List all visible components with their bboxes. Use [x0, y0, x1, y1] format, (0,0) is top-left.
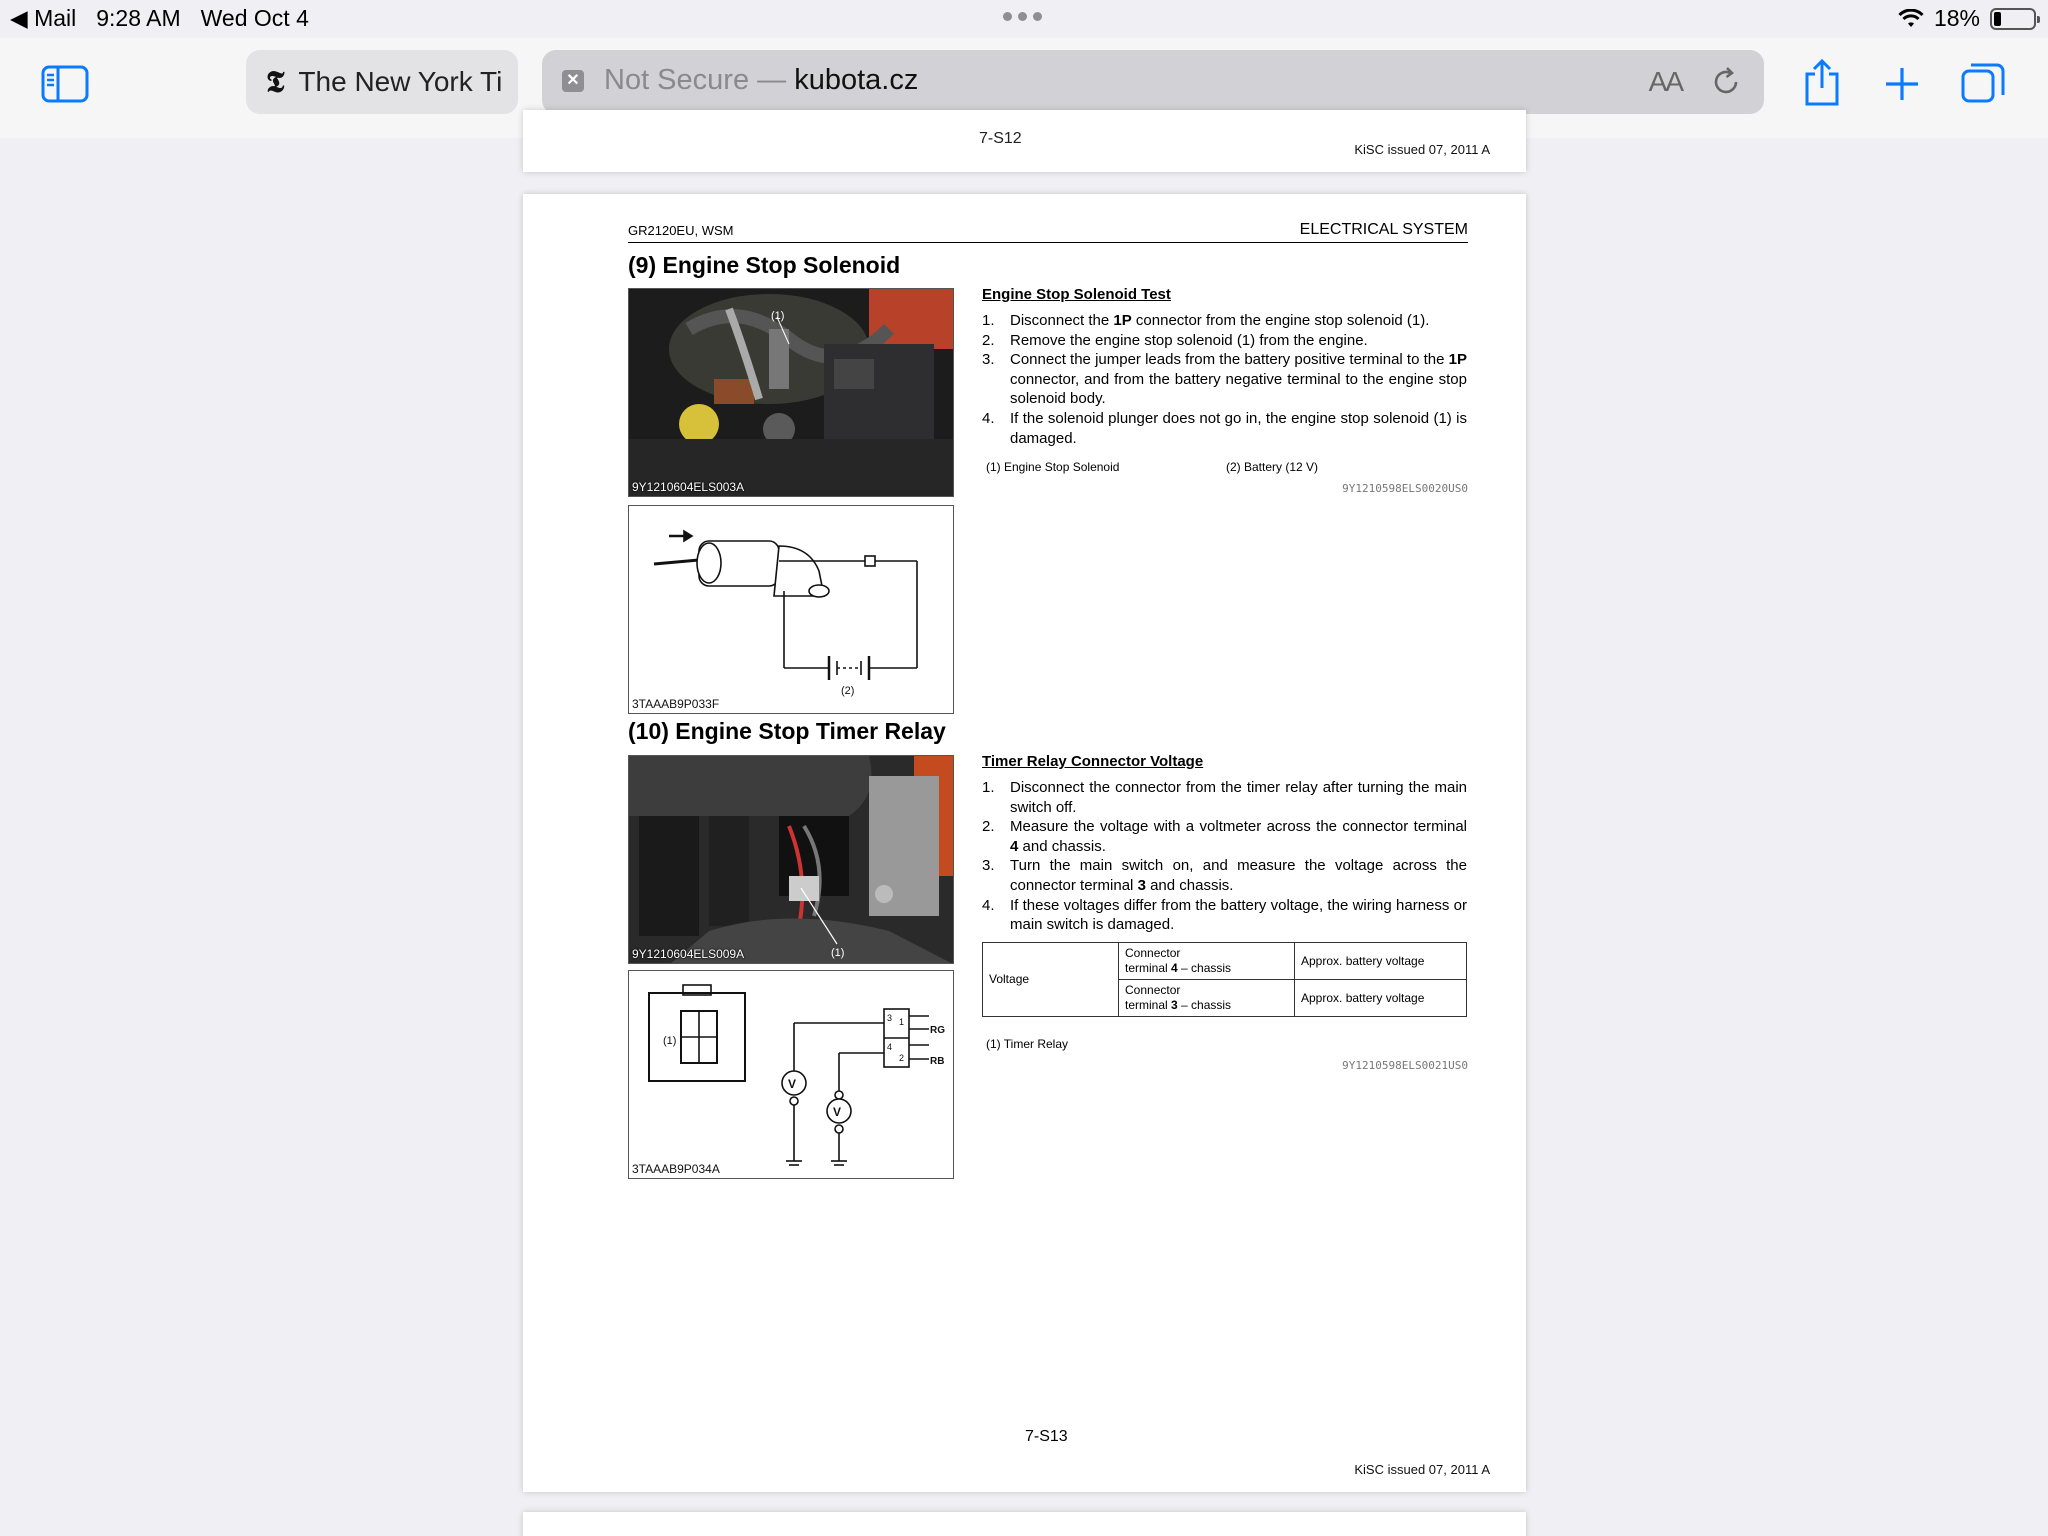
photo-callout-label: (1): [831, 947, 845, 959]
document-code: 9Y1210598ELS0020US0: [1342, 482, 1468, 495]
chapter-title: ELECTRICAL SYSTEM: [1299, 221, 1468, 238]
solenoid-test-steps: [982, 311, 1467, 448]
pin-2-label: 2: [899, 1053, 905, 1063]
share-icon: [1802, 58, 1842, 108]
battery-percent: 18%: [1933, 5, 1980, 31]
photo-callout-label: (1): [771, 310, 785, 322]
timer-relay-steps: [982, 778, 1467, 935]
table-cell-value: Approx. battery voltage: [1295, 980, 1467, 1017]
sidebar-icon: [41, 65, 89, 103]
page-number: 7-S13: [1025, 1428, 1068, 1445]
status-time: 9:28 AM: [96, 5, 181, 31]
status-date: Wed Oct 4: [200, 5, 309, 31]
pin-4-label: 4: [887, 1042, 893, 1052]
step-item: 2. Remove the engine stop solenoid (1) from the engine.: [982, 331, 1368, 349]
solenoid-test-heading: Engine Stop Solenoid Test: [982, 286, 1171, 303]
legend-item-1: (1) Engine Stop Solenoid: [986, 460, 1120, 474]
tab-overview-button[interactable]: [1960, 60, 2006, 106]
document-code: 9Y1210598ELS0021US0: [1342, 1059, 1468, 1072]
timer-relay-wiring-diagram: [628, 970, 954, 1179]
status-left: [10, 5, 309, 32]
nyt-logo-icon: 𝕿: [266, 64, 285, 100]
timer-relay-photo: [628, 755, 954, 964]
figure-code: 3TAAAB9P033F: [632, 697, 720, 711]
solenoid-test-diagram: [628, 505, 954, 714]
table-row-header: Voltage: [983, 943, 1119, 1017]
status-right: [1898, 5, 2036, 32]
engine-stop-solenoid-photo: [628, 288, 954, 497]
wire-rb-label: RB: [930, 1056, 945, 1067]
step-item: 1. Disconnect the connector from the timer relay after turning the main switch off.: [982, 779, 1467, 816]
step-item: 3. Turn the main switch on, and measure the voltage across the connector terminal 3 and chassis.: [982, 857, 1467, 894]
tabs-icon: [1961, 61, 2005, 105]
wifi-icon: [1898, 9, 1924, 29]
issue-note: KiSC issued 07, 2011 A: [1354, 142, 1490, 157]
plus-icon: [1884, 66, 1920, 102]
share-button[interactable]: [1800, 56, 1844, 110]
voltmeter-1-label: V: [788, 1077, 797, 1091]
not-secure-icon: ✕: [562, 70, 584, 92]
issue-note: KiSC issued 07, 2011 A: [1354, 1462, 1490, 1477]
tab-new-york-times[interactable]: [246, 50, 518, 114]
section-9-title: (9) Engine Stop Solenoid: [628, 252, 901, 278]
header-rule: [628, 242, 1468, 243]
status-bar: [0, 0, 2048, 38]
step-item: 2. Measure the voltage with a voltmeter across the connector terminal 4 and chassis.: [982, 818, 1467, 855]
page-number: 7-S12: [979, 130, 1022, 147]
figure-code: 3TAAAB9P034A: [632, 1162, 720, 1176]
legend-item-1: (1) Timer Relay: [986, 1037, 1069, 1051]
table-cell-terminal: Connector terminal 4 – chassis: [1119, 943, 1295, 980]
pin-3-label: 3: [887, 1013, 893, 1023]
pin-1-label: 1: [899, 1017, 905, 1027]
section-10-title: (10) Engine Stop Timer Relay: [628, 718, 946, 744]
url-text[interactable]: Not Secure — kubota.cz: [604, 64, 919, 96]
pdf-page-previous[interactable]: [523, 110, 1526, 172]
manual-id: GR2120EU, WSM: [628, 223, 734, 238]
step-item: 4. If these voltages differ from the battery voltage, the wiring harness or main switch is damaged.: [982, 896, 1467, 934]
figure-code: 9Y1210604ELS003A: [632, 480, 745, 494]
tab-title: The New York Ti: [298, 66, 503, 97]
sidebar-toggle-button[interactable]: [38, 62, 92, 106]
pdf-page-next[interactable]: [523, 1512, 1526, 1536]
reload-icon: [1710, 66, 1742, 98]
voltage-spec-table: [982, 942, 1467, 1017]
multitasking-dots-icon[interactable]: [1003, 12, 1042, 21]
reader-view-button[interactable]: AA: [1648, 66, 1682, 97]
step-item: 1. Disconnect the 1P connector from the engine stop solenoid (1).: [982, 312, 1430, 329]
address-bar[interactable]: [542, 50, 1764, 114]
step-item: 4. If the solenoid plunger does not go in, the engine stop solenoid (1) is damaged.: [982, 409, 1467, 447]
diagram-callout-label: (2): [841, 685, 855, 697]
legend-item-2: (2) Battery (12 V): [1226, 460, 1319, 474]
pdf-page-current[interactable]: [523, 194, 1526, 1492]
back-to-mail-link[interactable]: ◀ Mail: [10, 5, 77, 31]
reload-button[interactable]: [1710, 66, 1742, 103]
relay-callout-label: (1): [663, 1035, 677, 1047]
timer-relay-heading: Timer Relay Connector Voltage: [982, 753, 1204, 770]
step-item: 3. Connect the jumper leads from the battery positive terminal to the 1P connector, and from the battery negative terminal to the engine stop solenoid body.: [982, 351, 1467, 408]
figure-code: 9Y1210604ELS009A: [632, 947, 745, 961]
wire-rg-label: RG: [930, 1025, 945, 1036]
voltmeter-2-label: V: [833, 1105, 842, 1119]
table-cell-terminal: Connector terminal 3 – chassis: [1119, 980, 1295, 1017]
table-cell-value: Approx. battery voltage: [1295, 943, 1467, 980]
battery-icon: [1990, 8, 2036, 30]
new-tab-button[interactable]: [1882, 62, 1922, 106]
